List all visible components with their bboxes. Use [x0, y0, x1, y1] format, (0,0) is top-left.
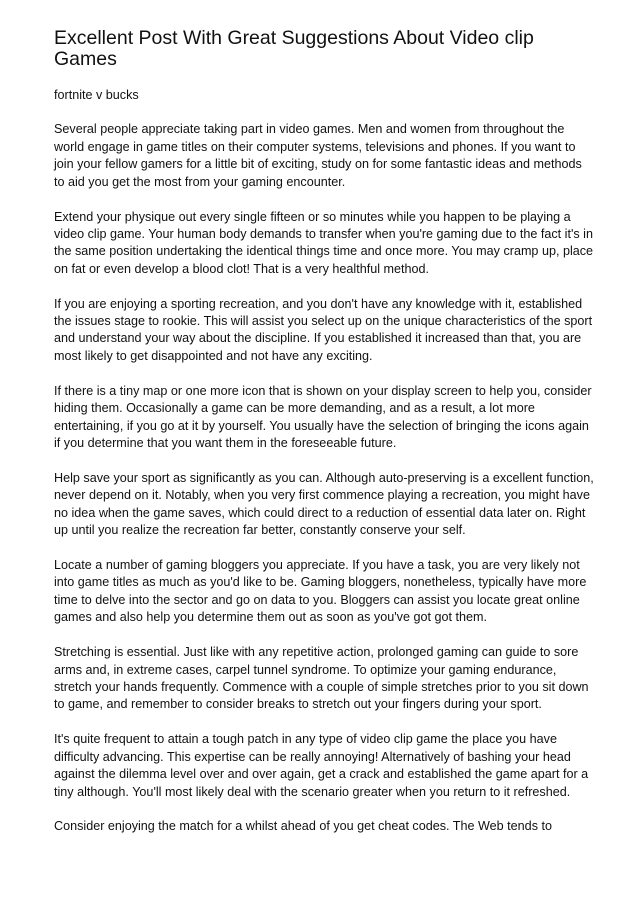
- paragraph: Locate a number of gaming bloggers you appreciate. If you have a task, you are very likely not into game titles as much as you'd like to be. Gaming bloggers, nonetheless, typically have more time to delve into the sector and go on data to you. Bloggers can assist you locate great online games and also help you determine them out as soon as you've got got them.: [54, 558, 587, 625]
- paragraph: Stretching is essential. Just like with any repetitive action, prolonged gaming can guide to sore arms and, in extreme cases, carpel tunnel syndrome. To optimize your gaming endurance, stretch your hands frequently. Commence with a couple of simple stretches prior to you sit down to game, and remember to consider breaks to stretch out your fingers during your sport.: [54, 645, 589, 712]
- paragraph: If there is a tiny map or one more icon that is shown on your display screen to help you, consider hiding them. Occasionally a game can be more demanding, and as a result, a lot more entertaining, if you go at it by yourself. You usually have the selection of bringing the icons again if you determine that you want them in the foreseeable future.: [54, 383, 592, 450]
- paragraph: Help save your sport as significantly as you can. Although auto-preserving is a excellent function, never depend on it. Notably, when you very first commence playing a recreation, you might have no idea when the game saves, which could direct to a reduction of essential data later on. Right up until you realize the recreation far better, constantly conserve your self.: [54, 470, 594, 538]
- document-page: [54, 28, 594, 853]
- paragraph: Extend your physique out every single fifteen or so minutes while you happen to be playing a video clip game. Your human body demands to transfer when you're gaming due to the fact it's in the same position undertaking the identical things time and once more. You may cramp up, place on fat or even develop a blood clot! That is a very healthful method.: [54, 209, 594, 276]
- document-subtitle: fortnite v bucks: [54, 88, 139, 102]
- paragraph: If you are enjoying a sporting recreation, and you don't have any knowledge with it, established the issues stage to rookie. This will assist you select up on the unique characteristics of the sport and understand your way about the discipline. If you established it increased than that, you are most likely to get disappointed and not have any exciting.: [54, 296, 593, 363]
- paragraph: Several people appreciate taking part in video games. Men and women from throughout the world engage in game titles on their computer systems, televisions and phones. If you want to join your fellow gamers for a little bit of exciting, study on for some fantastic ideas and methods to aid you get the most from your gaming encounter.: [54, 122, 582, 189]
- document-title: Excellent Post With Great Suggestions About Video clip Games: [54, 27, 534, 70]
- paragraph: Consider enjoying the match for a whilst ahead of you get cheat codes. The Web tends to: [54, 819, 552, 834]
- paragraph: It's quite frequent to attain a tough patch in any type of video clip game the place you have difficulty advancing. This expertise can be really annoying! Alternatively of bashing your head against the dilemma level over and over again, get a crack and established the game apart for a tiny although. You'll most likely deal with the scenario greater when you return to it refreshed.: [54, 732, 589, 799]
